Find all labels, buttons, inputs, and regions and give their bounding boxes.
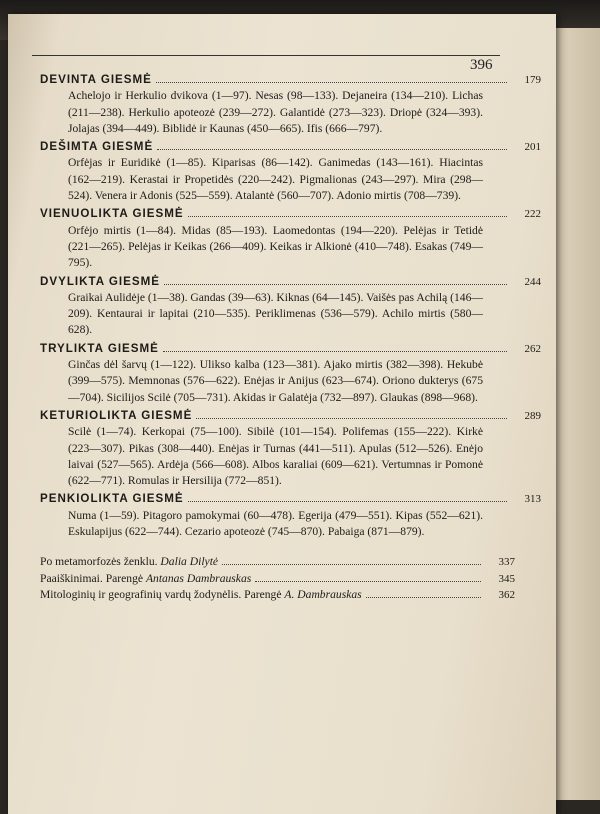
section-contents: Orfėjas ir Euridikė (1—85). Kiparisas (86—142). Ganimedas (143—161). Hiacintas (162—219). Kerastai ir Propetidės (220—242). Pigmalionas (243—297). Mira (298—524). Venera ir Adonis (525—559). Atalantė (560—707). Adonio mirtis (708—739). <box>68 156 483 203</box>
section-heading-row <box>40 206 541 222</box>
section-title: DVYLIKTA GIESMĖ <box>40 274 160 288</box>
section-heading-row <box>40 139 541 155</box>
section-heading-row <box>40 341 541 357</box>
toc-section <box>40 72 541 137</box>
page-number: 396 <box>470 57 493 73</box>
section-heading-row <box>40 408 541 424</box>
section-heading-row <box>40 72 541 88</box>
dot-leader <box>164 284 507 285</box>
section-contents: Numa (1—59). Pitagoro pamokymai (60—478). Egerija (479—551). Kipas (552—621). Eskulapijus (622—744). Cezario apoteozė (745—870). Pabaiga (871—879). <box>68 508 483 539</box>
dot-leader <box>157 149 507 150</box>
section-title: TRYLIKTA GIESMĖ <box>40 341 159 355</box>
dot-leader <box>188 216 507 217</box>
section-heading-row <box>40 491 541 507</box>
toc-section <box>40 139 541 204</box>
dot-leader <box>188 501 507 502</box>
toc-section <box>40 206 541 271</box>
dot-leader <box>366 597 481 598</box>
appendix-label: Mitologinių ir geografinių vardų žodynėlis. Parengė <box>40 587 282 601</box>
section-contents: Ginčas dėl šarvų (1—122). Ulikso kalba (123—381). Ajako mirtis (382—398). Hekubė (399—575). Memnonas (576—622). Enėjas ir Anijus (623—674). Oriono dukterys (675—704). Sicilijos Scilė (705—731). Akidas ir Galatėja (732—897). Glaukas (898—968). <box>68 358 483 404</box>
section-page-number: 222 <box>524 208 541 221</box>
section-title: DEŠIMTA GIESMĖ <box>40 140 154 154</box>
appendix-page-number: 362 <box>498 588 515 601</box>
appendix-item <box>40 571 515 587</box>
appendix-item <box>40 587 515 603</box>
section-title: DEVINTA GIESMĖ <box>40 73 152 86</box>
dot-leader <box>222 564 481 565</box>
table-of-contents <box>40 72 541 603</box>
section-title: PENKIOLIKTA GIESMĖ <box>40 492 184 506</box>
toc-section <box>40 491 541 540</box>
section-page-number: 244 <box>524 275 541 288</box>
section-page-number: 179 <box>524 74 541 86</box>
toc-section <box>40 341 541 406</box>
dot-leader <box>255 581 481 582</box>
section-title: KETURIOLIKTA GIESMĖ <box>40 408 193 422</box>
section-contents: Graikai Aulidėje (1—38). Gandas (39—63). Kiknas (64—145). Vaišės pas Achilą (146—209). Kentaurai ir lapitai (210—535). Periklimenas (536—579). Achilo mirtis (580—628). <box>68 290 483 337</box>
section-page-number: 313 <box>524 493 541 506</box>
appendix-editor: Antanas Dambrauskas <box>145 571 252 585</box>
appendix-page-number: 345 <box>498 572 515 585</box>
appendix-list <box>40 554 515 603</box>
section-heading-row <box>40 274 541 290</box>
dot-leader <box>196 418 507 419</box>
section-page-number: 201 <box>524 141 541 154</box>
section-title: VIENUOLIKTA GIESMĖ <box>40 207 184 221</box>
appendix-label: Po metamorfozės ženklu. <box>40 555 158 569</box>
toc-section <box>40 408 541 489</box>
section-contents: Achelojo ir Herkulio dvikova (1—97). Nesas (98—133). Dejaneira (134—210). Lichas (211—238). Herkulio apoteozė (239—272). Galantidė (273—323). Driopė (324—393). Jolajas (394—449). Biblidė ir Kaunas (450—665). Ifis (666—797). <box>68 89 483 135</box>
dot-leader <box>163 351 507 352</box>
section-contents: Scilė (1—74). Kerkopai (75—100). Sibilė (101—154). Polifemas (155—222). Kirkė (223—307). Pikas (308—440). Enėjas ir Turnas (441—511). Apulas (512—526). Enėjo laivai (527—565). Ardėja (566—608). Albos karaliai (609—621). Vertumnas ir Pomonė (622—771). Romulas ir Hersilija (772—851). <box>68 425 483 488</box>
appendix-label: Paaiškinimai. Parengė <box>40 571 144 585</box>
section-page-number: 262 <box>524 342 541 355</box>
section-page-number: 289 <box>524 409 541 422</box>
toc-section <box>40 274 541 339</box>
appendix-item <box>40 554 515 570</box>
section-contents: Orfėjo mirtis (1—84). Midas (85—193). Laomedontas (194—220). Pelėjas ir Tetidė (221—265). Pelėjas ir Keikas (266—409). Keikas ir Alkionė (410—748). Esakas (749—795). <box>68 223 483 270</box>
dot-leader <box>156 82 507 83</box>
appendix-editor: A. Dambrauskas <box>284 587 362 601</box>
appendix-editor: Dalia Dilytė <box>160 555 219 569</box>
appendix-page-number: 337 <box>498 556 515 569</box>
header-rule <box>32 55 500 56</box>
